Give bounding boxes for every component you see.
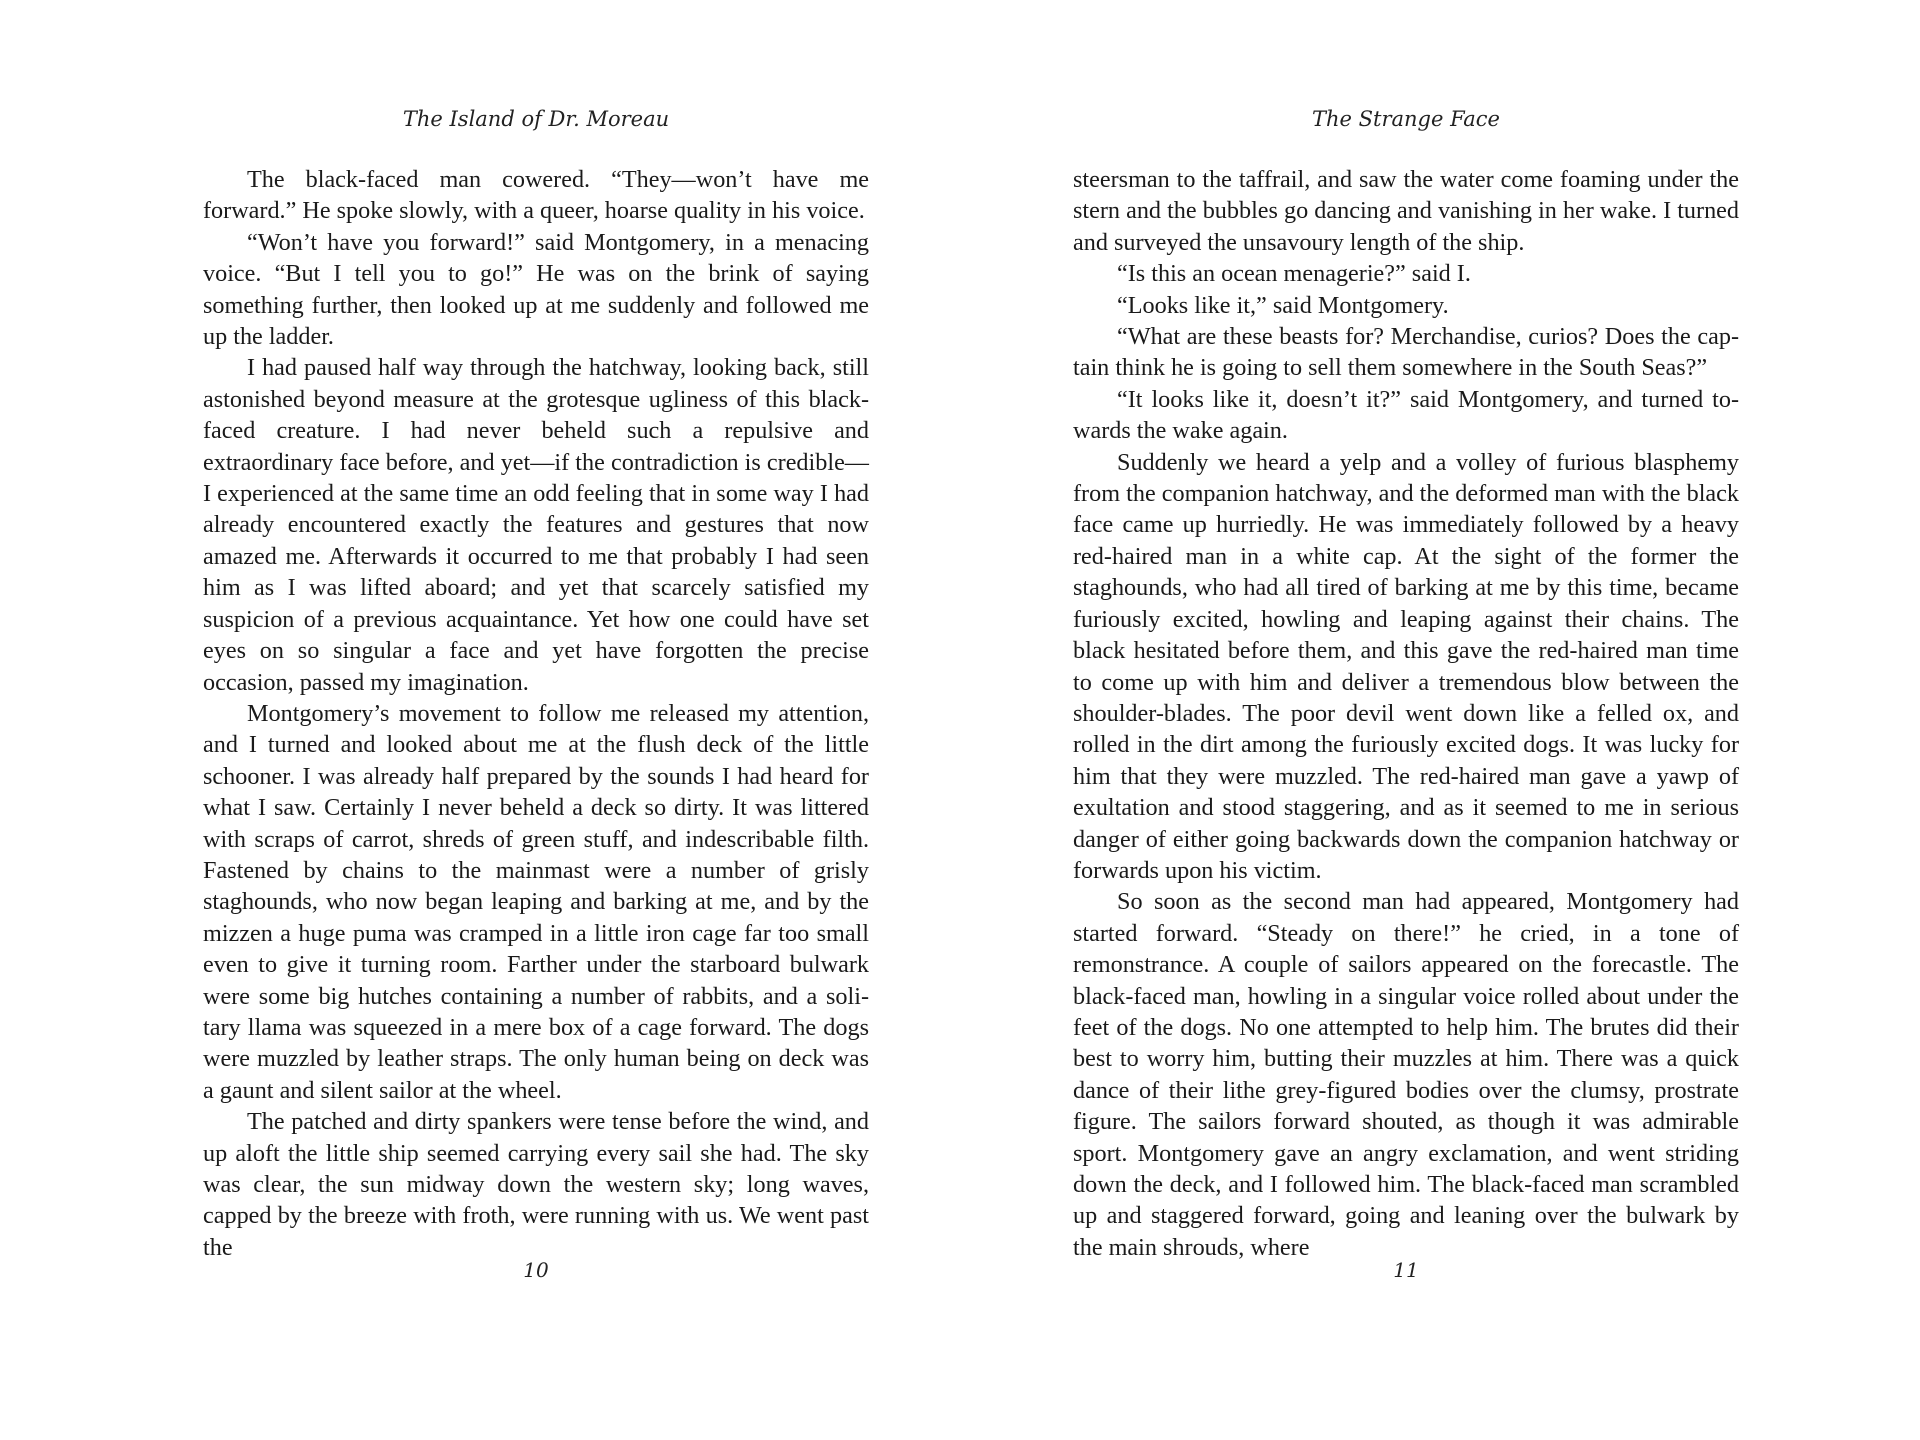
- paragraph: The patched and dirty spankers were tense before the wind, and up aloft the little ship seemed carrying every sail she had. The sky was clear, the sun midway down the western sky; long waves, capped by the breeze with froth, were running with us. We went past the: [203, 1108, 869, 1261]
- text-block-right: [1073, 164, 1739, 1263]
- page-number-left: 10: [523, 1258, 549, 1282]
- continued-paragraph: steersman to the taffrail, and saw the water come foaming under the stern and the bubbles go dancing and vanishing in her wake. I turned and surveyed the unsavoury length of the ship.: [1073, 166, 1739, 256]
- right-page: [1073, 0, 1739, 1440]
- paragraph: “Looks like it,” said Montgomery.: [1117, 291, 1449, 319]
- paragraph: “Won’t have you forward!” said Montgomery, in a menacing voice. “But I tell you to go!” He was on the brink of saying something further, then looked up at me suddenly and followed me up the ladder.: [203, 228, 869, 351]
- paragraph: “What are these beasts for? Merchandise, curios? Does the captain think he is going to sell them somewhere in the South Seas?”: [1073, 323, 1739, 382]
- text-block-left: [203, 164, 869, 1263]
- paragraph: The black-faced man cowered. “They—won’t have me forward.” He spoke slowly, with a queer, hoarse quality in his voice.: [203, 166, 869, 225]
- running-head-right: The Strange Face: [1312, 107, 1500, 131]
- page-number-right: 11: [1393, 1258, 1419, 1282]
- running-head-left: The Island of Dr. Moreau: [402, 107, 670, 131]
- paragraph: “Is this an ocean menagerie?” said I.: [1117, 260, 1471, 288]
- paragraph: So soon as the second man had appeared, Montgomery had started forward. “Steady on there!” he cried, in a tone of remonstrance. A couple of sailors appeared on the forecastle. The black-faced man, howling in a singular voice rolled about under the feet of the dogs. No one attempted to help him. The brutes did their best to worry him, butting their muzzles at him. There was a quick dance of their lithe grey-figured bodies over the clumsy, prostrate figure. The sailors forward shouted, as though it was admirable sport. Montgomery gave an angry exclamation, and went striding down the deck, and I followed him. The black-faced man scrambled up and staggered forward, going and leaning over the bulwark by the main shrouds, where: [1073, 888, 1739, 1261]
- paragraph: I had paused half way through the hatchway, looking back, still astonished beyond measure at the grotesque ugliness of this black-faced creature. I had never beheld such a repulsive and extraordinary face before, and yet—if the contradiction is credible—I experienced at the same time an odd feeling that in some way I had already encountered exactly the features and gestures that now amazed me. Afterwards it occurred to me that probably I had seen him as I was lifted aboard; and yet that scarcely satisfied my suspicion of a previous acquaintance. Yet how one could have set eyes on so singular a face and yet have forgotten the precise occasion, passed my imagination.: [203, 354, 869, 696]
- paragraph: Montgomery’s movement to follow me released my attention, and I turned and looked about me at the flush deck of the little schooner. I was already half prepared by the sounds I had heard for what I saw. Certainly I never beheld a deck so dirty. It was littered with scraps of carrot, shreds of green stuff, and indescribable filth. Fastened by chains to the mainmast were a number of grisly staghounds, who now began leaping and barking at me, and by the mizzen a huge puma was cramped in a little iron cage far too small even to give it turning room. Farther under the starboard bulwark were some big hutches containing a number of rabbits, and a solitary llama was squeezed in a mere box of a cage forward. The dogs were muzzled by leather straps. The only human being on deck was a gaunt and silent sailor at the wheel.: [203, 699, 869, 1104]
- paragraph: “It looks like it, doesn’t it?” said Montgomery, and turned towards the wake again.: [1073, 385, 1739, 445]
- left-page: [203, 0, 869, 1440]
- paragraph: Suddenly we heard a yelp and a volley of furious blasphemy from the companion hatchway, and the deformed man with the black face came up hurriedly. He was immediately followed by a heavy red-haired man in a white cap. At the sight of the former the staghounds, who had all tired of barking at me by this time, became furiously excited, howling and leaping against their chains. The black hesitated before them, and this gave the red-haired man time to come up with him and deliver a tremendous blow between the shoulder-blades. The poor devil went down like a felled ox, and rolled in the dirt among the furiously excited dogs. It was lucky for him that they were muzzled. The red-haired man gave a yawp of exultation and stood staggering, and as it seemed to me in serious danger of either going backwards down the companion hatchway or forwards upon his victim.: [1073, 448, 1739, 884]
